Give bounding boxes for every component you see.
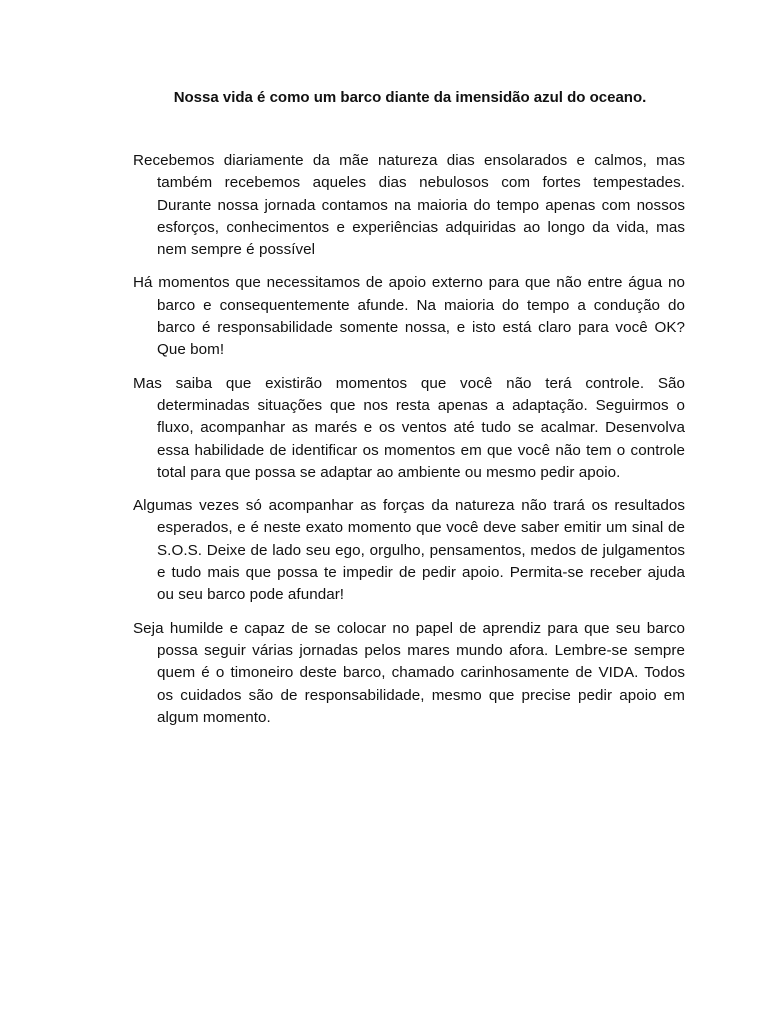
paragraph: Algumas vezes só acompanhar as forças da natureza não trará os resultados esperados, e é neste exato momento que você deve saber emitir um sinal de S.O.S. Deixe de lado seu ego, orgulho, pensamentos, medos de julgamentos e tudo mais que possa te impedir de pedir apoio. Permita-se receber ajuda ou seu barco pode afundar! bbox=[133, 497, 685, 604]
paragraph: Seja humilde e capaz de se colocar no papel de aprendiz para que seu barco possa seguir várias jornadas pelos mares mundo afora. Lembre-se sempre quem é o timoneiro deste barco, chamado carinhosamente de VIDA. Todos os cuidados são de responsabilidade, mesmo que precise pedir apoio em algum momento. bbox=[133, 619, 685, 726]
document-title: Nossa vida é como um barco diante da imensidão azul do oceano. bbox=[173, 89, 647, 106]
document-body bbox=[133, 150, 685, 740]
paragraph: Recebemos diariamente da mãe natureza dias ensolarados e calmos, mas também recebemos aqueles dias nebulosos com fortes tempestades. Durante nossa jornada contamos na maioria do tempo apenas com nossos esforços, conhecimentos e experiências adquiridas ao longo da vida, mas nem sempre é possível bbox=[133, 152, 685, 259]
paragraph: Mas saiba que existirão momentos que você não terá controle. São determinadas situações que nos resta apenas a adaptação. Seguirmos o fluxo, acompanhar as marés e os ventos até tudo se acalmar. Desenvolva essa habilidade de identificar os momentos em que você não tem o controle total para que possa se adaptar ao ambiente ou mesmo pedir apoio. bbox=[133, 374, 685, 481]
paragraph: Há momentos que necessitamos de apoio externo para que não entre água no barco e consequentemente afunde. Na maioria do tempo a condução do barco é responsabilidade somente nossa, e isto está claro para você OK? Que bom! bbox=[133, 274, 685, 359]
